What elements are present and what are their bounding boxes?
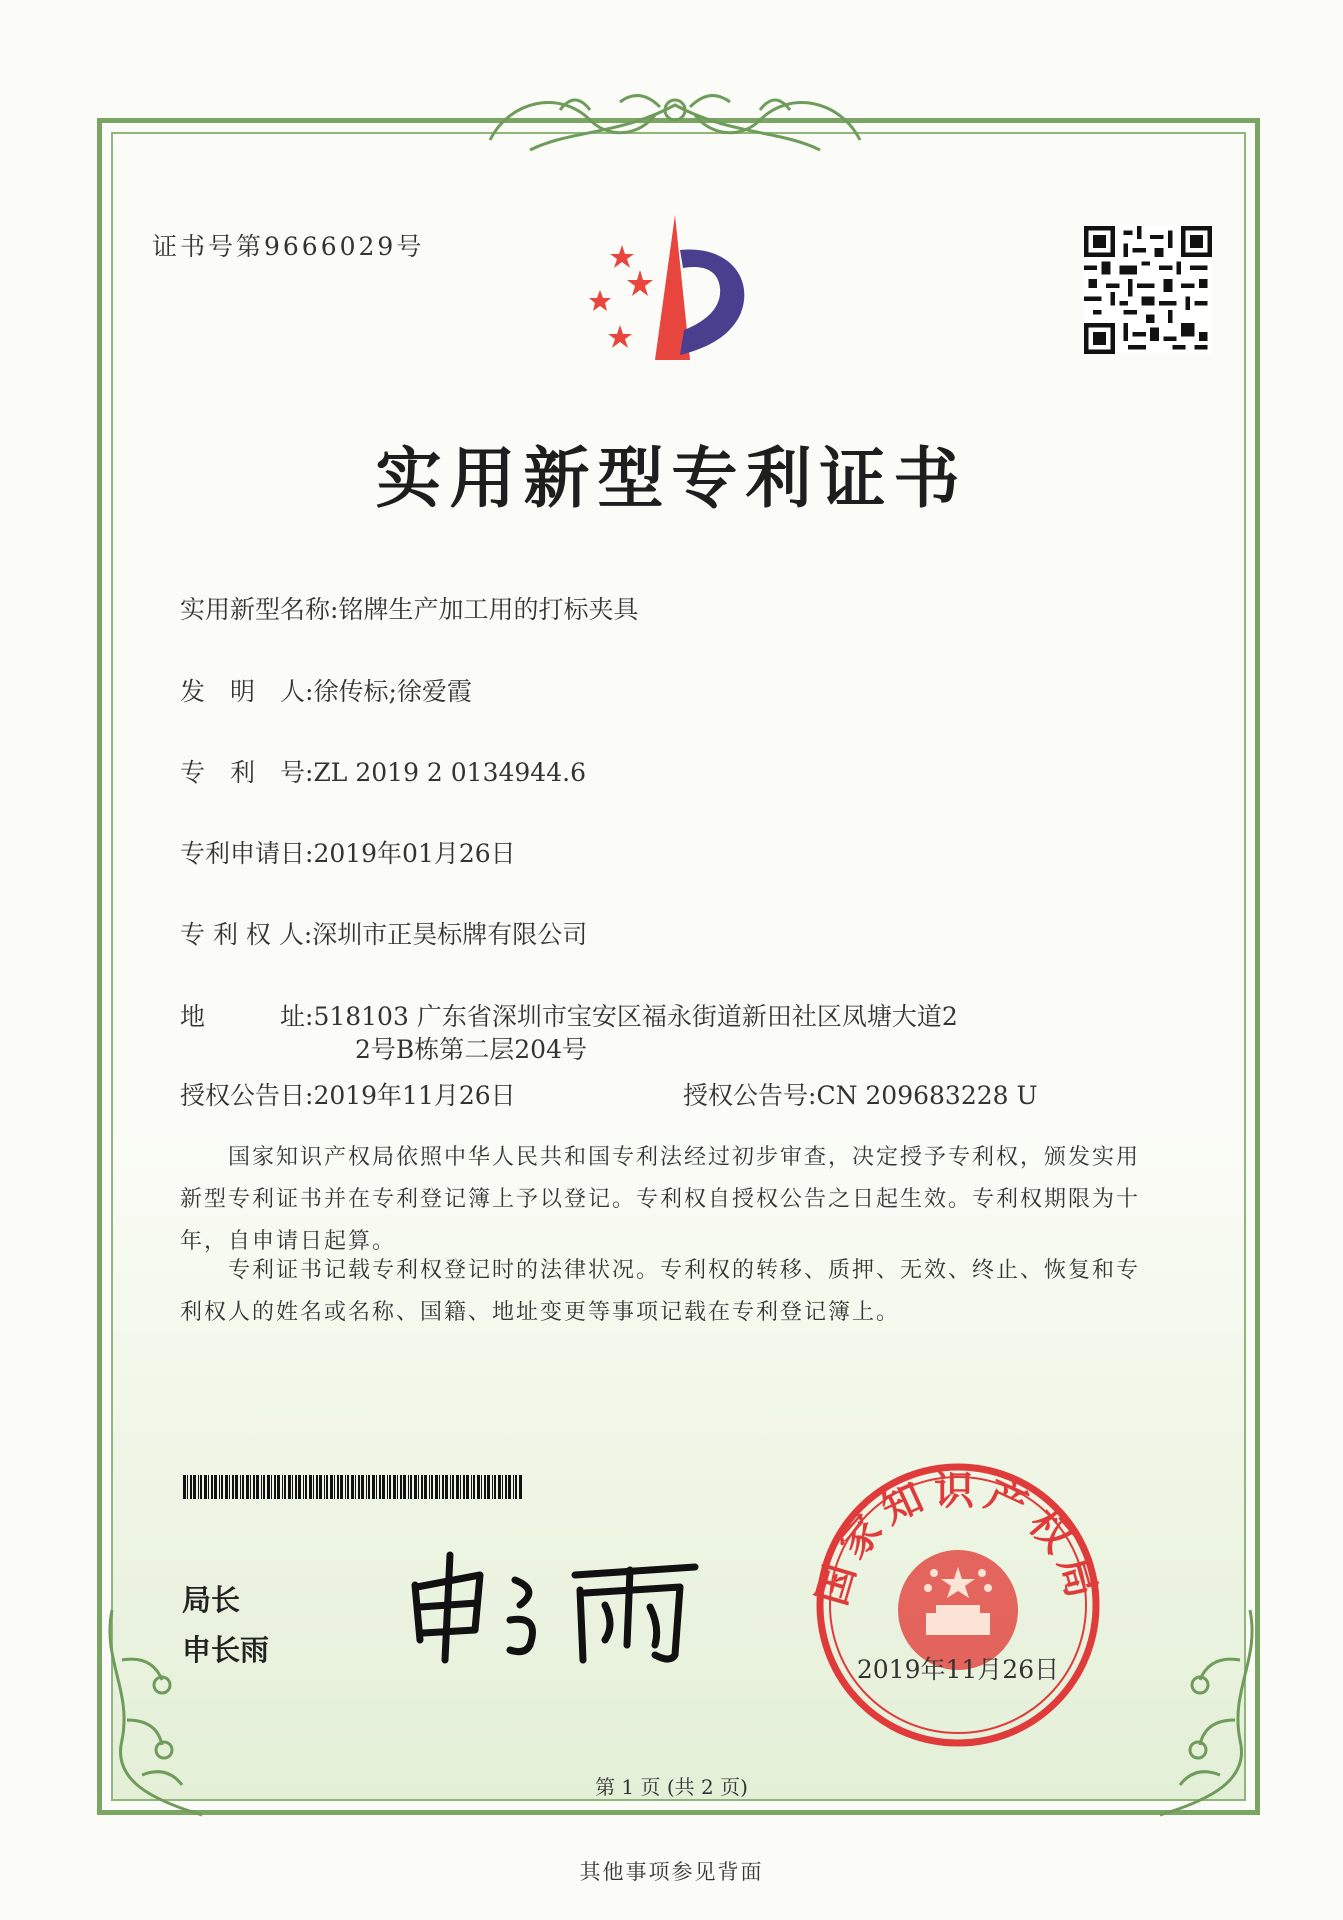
barcode-bar: [345, 1475, 346, 1499]
barcode-bar: [492, 1475, 493, 1499]
barcode-bar: [484, 1475, 486, 1499]
barcode-bar: [508, 1475, 511, 1499]
barcode-bar: [242, 1475, 244, 1499]
certificate-number: 证书号第9666029号: [152, 232, 425, 261]
barcode-bar: [347, 1475, 349, 1499]
director-signature: [405, 1545, 705, 1665]
grant-date: [180, 1076, 516, 1112]
barcode-bar: [473, 1475, 475, 1499]
barcode-bar: [463, 1475, 465, 1499]
barcode-bar: [372, 1475, 375, 1499]
barcode-bar: [397, 1475, 398, 1499]
barcode-bar: [471, 1475, 472, 1499]
body-line: 专利证书记载专利权登记时的法律状况。专利权的转移、质押、无效、终止、恢复和专: [180, 1258, 1141, 1283]
field-label: 授权公告日:: [180, 1081, 314, 1110]
barcode-bar: [418, 1475, 419, 1499]
barcode-bar: [261, 1475, 262, 1499]
barcode-bar: [414, 1475, 417, 1499]
field-value: 2019年01月26日: [313, 839, 516, 868]
barcode-bar: [240, 1475, 241, 1499]
barcode-bar: [421, 1475, 423, 1499]
barcode-bar: [208, 1475, 209, 1499]
barcode-bar: [277, 1475, 280, 1499]
barcode-bar: [389, 1475, 391, 1499]
barcode-bar: [456, 1475, 459, 1499]
barcode-bar: [481, 1475, 482, 1499]
body-line: 利权人的姓名或名称、国籍、地址变更等事项记载在专利登记簿上。: [180, 1300, 901, 1325]
barcode-bar: [263, 1475, 265, 1499]
page-title: 实用新型专利证书: [375, 439, 968, 517]
seal-text: 国家知识产权局: [809, 1468, 1107, 1611]
barcode-bar: [267, 1475, 270, 1499]
barcode-bar: [351, 1475, 354, 1499]
top-ornament: [470, 80, 880, 160]
body-paragraph-1: [180, 1137, 1185, 1263]
utility-model-name: [180, 590, 638, 626]
patentee: [180, 915, 587, 951]
field-label: 专利申请日:: [180, 839, 314, 868]
footer-note: 其他事项参见背面: [579, 1860, 764, 1884]
barcode-bar: [309, 1475, 312, 1499]
barcode-bar: [379, 1475, 381, 1499]
barcode: [183, 1475, 523, 1499]
barcode-bar: [513, 1475, 514, 1499]
barcode-bar: [292, 1475, 293, 1499]
barcode-bar: [410, 1475, 412, 1499]
barcode-bar: [366, 1475, 367, 1499]
barcode-bar: [502, 1475, 503, 1499]
grant-number: [683, 1076, 1038, 1112]
barcode-bar: [393, 1475, 396, 1499]
field-value: 铭牌生产加工用的打标夹具: [338, 595, 639, 624]
barcode-bar: [382, 1475, 385, 1499]
barcode-bar: [282, 1475, 283, 1499]
barcode-bar: [519, 1475, 522, 1499]
field-label: 专 利 号:: [180, 758, 314, 787]
barcode-bar: [487, 1475, 490, 1499]
patent-number: [180, 753, 586, 789]
barcode-bar: [316, 1475, 318, 1499]
barcode-bar: [452, 1475, 454, 1499]
barcode-bar: [211, 1475, 213, 1499]
barcode-bar: [288, 1475, 291, 1499]
field-label: 发 明 人:: [180, 677, 314, 706]
field-value: 518103 广东省深圳市宝安区福永街道新田社区凤塘大道2: [313, 1002, 958, 1031]
barcode-bar: [229, 1475, 230, 1499]
body-line: 国家知识产权局依照中华人民共和国专利法经过初步审查，决定授予专利权，颁发实用: [180, 1145, 1141, 1170]
field-value: 徐传标;徐爱霞: [313, 677, 472, 706]
barcode-bar: [403, 1475, 406, 1499]
barcode-bar: [466, 1475, 469, 1499]
barcode-bar: [193, 1475, 196, 1499]
barcode-bar: [225, 1475, 228, 1499]
barcode-bar: [442, 1475, 444, 1499]
barcode-bar: [284, 1475, 286, 1499]
barcode-bar: [334, 1475, 335, 1499]
page-number: 第 1 页 (共 2 页): [595, 1775, 748, 1799]
barcode-bar: [400, 1475, 402, 1499]
barcode-bar: [431, 1475, 433, 1499]
field-label: 授权公告号:: [683, 1081, 817, 1110]
barcode-bar: [187, 1475, 188, 1499]
barcode-bar: [274, 1475, 276, 1499]
barcode-bar: [246, 1475, 249, 1499]
barcode-bar: [319, 1475, 322, 1499]
barcode-bar: [368, 1475, 370, 1499]
address-line-2: [355, 1030, 587, 1066]
field-value: 深圳市正昊标牌有限公司: [312, 920, 588, 949]
barcode-bar: [494, 1475, 496, 1499]
barcode-bar: [355, 1475, 356, 1499]
barcode-bar: [271, 1475, 272, 1499]
barcode-bar: [460, 1475, 461, 1499]
barcode-bar: [250, 1475, 251, 1499]
barcode-bar: [387, 1475, 388, 1499]
director-name: 申长雨: [182, 1633, 270, 1667]
barcode-bar: [256, 1475, 259, 1499]
barcode-bar: [198, 1475, 199, 1499]
barcode-bar: [303, 1475, 304, 1499]
barcode-bar: [505, 1475, 507, 1499]
field-label: 专 利 权 人:: [180, 920, 313, 949]
barcode-bar: [376, 1475, 377, 1499]
body-line: 年，自申请日起算。: [180, 1229, 397, 1254]
inventor: [180, 672, 472, 708]
barcode-bar: [183, 1475, 186, 1499]
patent-office-emblem: [580, 210, 780, 370]
barcode-bar: [190, 1475, 192, 1499]
barcode-bar: [219, 1475, 220, 1499]
barcode-bar: [408, 1475, 409, 1499]
official-seal: [808, 1455, 1108, 1755]
seal-date: 2019年11月26日: [856, 1655, 1060, 1684]
barcode-bar: [313, 1475, 314, 1499]
field-label: 实用新型名称:: [180, 595, 339, 624]
barcode-bar: [435, 1475, 438, 1499]
qr-code: [1084, 226, 1212, 354]
barcode-bar: [361, 1475, 364, 1499]
field-value: 2号B栋第二层204号: [355, 1035, 587, 1064]
barcode-bar: [337, 1475, 339, 1499]
barcode-bar: [221, 1475, 223, 1499]
barcode-bar: [424, 1475, 427, 1499]
barcode-bar: [324, 1475, 325, 1499]
field-value: CN 209683228 U: [816, 1081, 1038, 1110]
director-title: 局长: [182, 1583, 241, 1617]
barcode-bar: [477, 1475, 480, 1499]
body-line: 新型专利证书并在专利登记簿上予以登记。专利权自授权公告之日起生效。专利权期限为十: [180, 1187, 1141, 1212]
barcode-bar: [358, 1475, 360, 1499]
barcode-bar: [515, 1475, 517, 1499]
barcode-bar: [200, 1475, 202, 1499]
barcode-bar: [204, 1475, 207, 1499]
barcode-bar: [305, 1475, 307, 1499]
barcode-bar: [253, 1475, 255, 1499]
field-label: 地 址:: [180, 1002, 314, 1031]
body-paragraph-2: [180, 1250, 1185, 1334]
barcode-bar: [450, 1475, 451, 1499]
address: [180, 997, 958, 1033]
barcode-bar: [295, 1475, 297, 1499]
barcode-bar: [429, 1475, 430, 1499]
barcode-bar: [439, 1475, 440, 1499]
barcode-bar: [330, 1475, 333, 1499]
barcode-bar: [326, 1475, 328, 1499]
barcode-bar: [235, 1475, 238, 1499]
barcode-bar: [214, 1475, 217, 1499]
filing-date: [180, 834, 516, 870]
barcode-bar: [498, 1475, 501, 1499]
barcode-bar: [298, 1475, 301, 1499]
field-value: 2019年11月26日: [313, 1081, 516, 1110]
field-value: ZL 2019 2 0134944.6: [313, 758, 586, 787]
barcode-bar: [340, 1475, 343, 1499]
barcode-bar: [232, 1475, 234, 1499]
barcode-bar: [445, 1475, 448, 1499]
